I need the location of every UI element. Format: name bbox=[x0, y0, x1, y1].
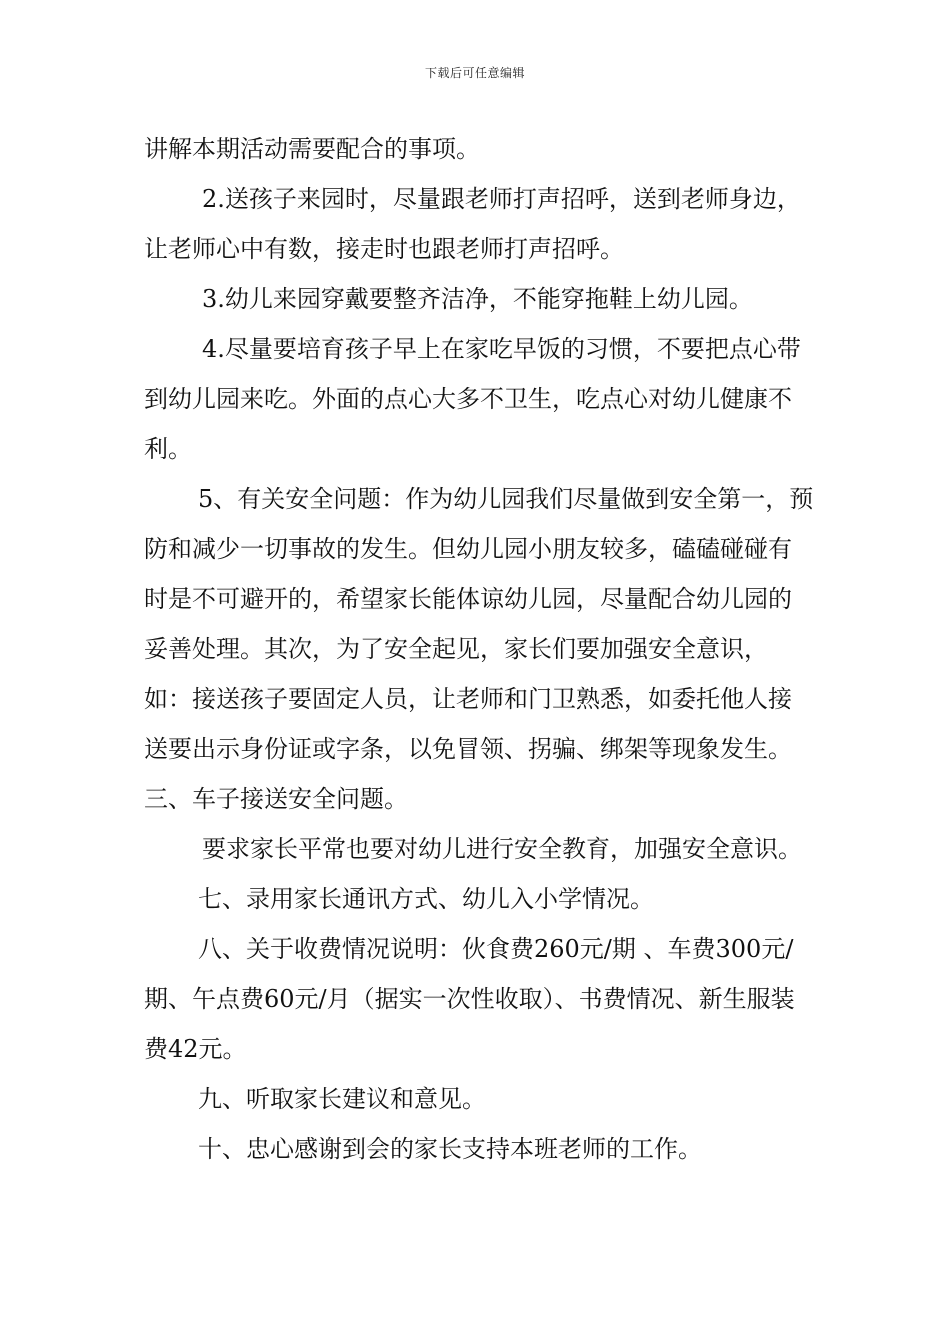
paragraph-2: 2.送孩子来园时，尽量跟老师打声招呼，送到老师身边，让老师心中有数，接走时也跟老师打声招呼。 bbox=[144, 185, 801, 263]
page-header: 下载后可任意编辑 bbox=[424, 66, 525, 80]
paragraph-9: 九、听取家长建议和意见。 bbox=[198, 1085, 486, 1113]
paragraph-6: 要求家长平常也要对幼儿进行安全教育，加强安全意识。 bbox=[202, 835, 802, 863]
paragraph-10: 十、忠心感谢到会的家长支持本班老师的工作。 bbox=[198, 1135, 702, 1163]
paragraph-4: 4.尽量要培育孩子早上在家吃早饭的习惯，不要把点心带到幼儿园来吃。外面的点心大多不卫生，吃点心对幼儿健康不利。 bbox=[144, 335, 801, 463]
paragraph-1: 讲解本期活动需要配合的事项。 bbox=[144, 135, 480, 163]
paragraph-3: 3.幼儿来园穿戴要整齐洁净，不能穿拖鞋上幼儿园。 bbox=[202, 285, 753, 313]
document-body bbox=[144, 124, 814, 1174]
paragraph-8: 八、关于收费情况说明：伙食费260元/期 、车费300元/期、午点费60元/月（据实一次性收取）、书费情况、新生服装费42元。 bbox=[144, 935, 795, 1063]
paragraph-7: 七、录用家长通讯方式、幼儿入小学情况。 bbox=[198, 885, 654, 913]
paragraph-5: 5、有关安全问题：作为幼儿园我们尽量做到安全第一，预防和减少一切事故的发生。但幼儿园小朋友较多，磕磕碰碰有时是不可避开的，希望家长能体谅幼儿园，尽量配合幼儿园的妥善处理。其次，为了安全起见，家长们要加强安全意识，如：接送孩子要固定人员，让老师和门卫熟悉，如委托他人接送要出示身份证或字条，以免冒领、拐骗、绑架等现象发生。三、车子接送安全问题。 bbox=[144, 485, 814, 813]
